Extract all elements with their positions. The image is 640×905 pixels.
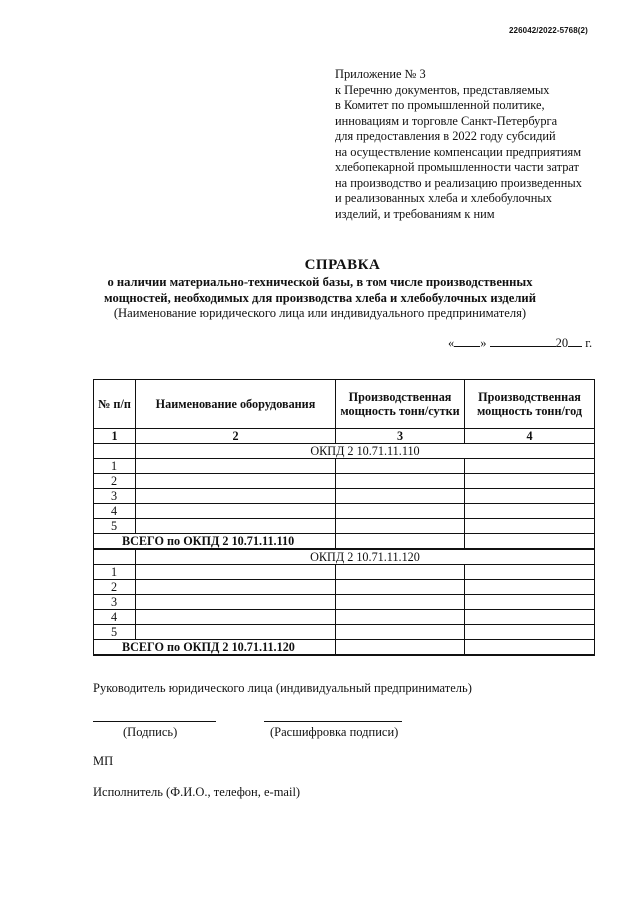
- date-line: [448, 335, 592, 351]
- row-number: 4: [94, 610, 136, 625]
- date-year-suffix: г.: [585, 336, 593, 350]
- okpd-section-row: [94, 549, 595, 565]
- seal-place-label: МП: [93, 754, 114, 768]
- column-number-row: [94, 429, 595, 444]
- header-equipment-name: Наименование оборудования: [136, 380, 336, 429]
- equipment-table: [93, 379, 595, 656]
- row-number: 3: [94, 489, 136, 504]
- table-row: [94, 565, 595, 580]
- subtitle-line: мощностей, необходимых для производства хлеба и хлебобулочных изделий: [104, 290, 536, 305]
- equipment-name-cell[interactable]: [136, 580, 336, 595]
- okpd-code-120: ОКПД 2 10.71.11.120: [136, 549, 595, 565]
- equipment-name-cell[interactable]: [136, 610, 336, 625]
- capacity-year-cell[interactable]: [465, 474, 595, 489]
- capacity-day-cell[interactable]: [336, 625, 465, 640]
- year-blank[interactable]: [568, 335, 582, 347]
- total-row: [94, 534, 595, 550]
- appendix-line: на производство и реализацию произведенных: [335, 175, 582, 190]
- capacity-year-cell[interactable]: [465, 610, 595, 625]
- signature-decoding-label: (Расшифровка подписи): [270, 725, 399, 739]
- capacity-day-cell[interactable]: [336, 580, 465, 595]
- capacity-year-cell[interactable]: [465, 489, 595, 504]
- entity-name-placeholder: (Наименование юридического лица или индивидуального предпринимателя): [113, 306, 527, 320]
- total-capacity-year-cell[interactable]: [465, 640, 595, 656]
- document-subtitle: [0, 275, 640, 322]
- total-capacity-day-cell[interactable]: [336, 640, 465, 656]
- row-number: 4: [94, 504, 136, 519]
- capacity-year-cell[interactable]: [465, 565, 595, 580]
- row-number: 1: [94, 459, 136, 474]
- column-number: 2: [136, 429, 336, 444]
- total-label-110: ВСЕГО по ОКПД 2 10.71.11.110: [94, 534, 336, 550]
- table-row: [94, 504, 595, 519]
- capacity-year-cell[interactable]: [465, 580, 595, 595]
- appendix-line: Приложение № 3: [335, 67, 426, 81]
- executor-label: Исполнитель (Ф.И.О., телефон, e-mail): [93, 785, 301, 799]
- appendix-line: в Комитет по промышленной политике,: [335, 98, 545, 112]
- capacity-year-cell[interactable]: [465, 504, 595, 519]
- empty-cell: [94, 444, 136, 459]
- row-number: 1: [94, 565, 136, 580]
- table-header-row: [94, 380, 595, 429]
- okpd-code-110: ОКПД 2 10.71.11.110: [136, 444, 595, 459]
- row-number: 2: [94, 580, 136, 595]
- okpd-section-row: [94, 444, 595, 459]
- appendix-block: [335, 67, 615, 222]
- total-capacity-day-cell[interactable]: [336, 534, 465, 550]
- month-blank[interactable]: [490, 335, 556, 347]
- header-capacity-year: Производственная мощность тонн/год: [465, 380, 595, 429]
- table-row: [94, 580, 595, 595]
- row-number: 5: [94, 519, 136, 534]
- equipment-name-cell[interactable]: [136, 474, 336, 489]
- total-label-120: ВСЕГО по ОКПД 2 10.71.11.120: [94, 640, 336, 656]
- equipment-name-cell[interactable]: [136, 565, 336, 580]
- column-number: 1: [94, 429, 136, 444]
- day-blank[interactable]: [454, 335, 480, 347]
- document-id: 226042/2022-5768(2): [509, 26, 588, 35]
- row-number: 5: [94, 625, 136, 640]
- appendix-line: инновациям и торговле Санкт-Петербурга: [335, 113, 558, 128]
- equipment-name-cell[interactable]: [136, 504, 336, 519]
- table-row: [94, 489, 595, 504]
- equipment-name-cell[interactable]: [136, 459, 336, 474]
- capacity-year-cell[interactable]: [465, 625, 595, 640]
- equipment-name-cell[interactable]: [136, 595, 336, 610]
- appendix-line: на осуществление компенсации предприятиям: [335, 144, 582, 159]
- capacity-day-cell[interactable]: [336, 595, 465, 610]
- column-number: 4: [465, 429, 595, 444]
- table-row: [94, 610, 595, 625]
- total-row: [94, 640, 595, 656]
- capacity-year-cell[interactable]: [465, 459, 595, 474]
- title-block: [0, 257, 640, 322]
- capacity-day-cell[interactable]: [336, 565, 465, 580]
- document-title: СПРАВКА: [304, 257, 381, 273]
- capacity-year-cell[interactable]: [465, 595, 595, 610]
- equipment-name-cell[interactable]: [136, 625, 336, 640]
- header-capacity-day: Производственная мощность тонн/сутки: [336, 380, 465, 429]
- head-of-entity-label: Руководитель юридического лица (индивидуальный предприниматель): [93, 681, 472, 695]
- empty-cell: [94, 549, 136, 565]
- equipment-name-cell[interactable]: [136, 489, 336, 504]
- capacity-year-cell[interactable]: [465, 519, 595, 534]
- date-close-quote: »: [480, 336, 487, 350]
- signature-label: (Подпись): [123, 725, 178, 739]
- appendix-line: к Перечню документов, представляемых: [335, 82, 550, 97]
- column-number: 3: [336, 429, 465, 444]
- row-number: 2: [94, 474, 136, 489]
- capacity-day-cell[interactable]: [336, 474, 465, 489]
- capacity-day-cell[interactable]: [336, 504, 465, 519]
- table-row: [94, 474, 595, 489]
- appendix-line: хлебопекарной промышленности части затрат: [335, 160, 579, 174]
- capacity-day-cell[interactable]: [336, 519, 465, 534]
- appendix-line: и реализованных хлеба и хлебобулочных: [335, 191, 552, 205]
- capacity-day-cell[interactable]: [336, 610, 465, 625]
- date-century: 20: [555, 336, 569, 350]
- date-open-quote: «: [448, 336, 455, 350]
- total-capacity-year-cell[interactable]: [465, 534, 595, 550]
- table-row: [94, 459, 595, 474]
- equipment-name-cell[interactable]: [136, 519, 336, 534]
- appendix-line: изделий, и требованиям к ним: [335, 206, 495, 221]
- table-row: [94, 595, 595, 610]
- capacity-day-cell[interactable]: [336, 489, 465, 504]
- table-row: [94, 625, 595, 640]
- signature-decoding-field[interactable]: [264, 721, 402, 722]
- appendix-line: для предоставления в 2022 году субсидий: [335, 129, 556, 143]
- header-num: № п/п: [94, 380, 136, 429]
- signature-field[interactable]: [93, 721, 216, 722]
- table-row: [94, 519, 595, 534]
- subtitle-line: о наличии материально-технической базы, в том числе производственных: [107, 275, 533, 289]
- row-number: 3: [94, 595, 136, 610]
- capacity-day-cell[interactable]: [336, 459, 465, 474]
